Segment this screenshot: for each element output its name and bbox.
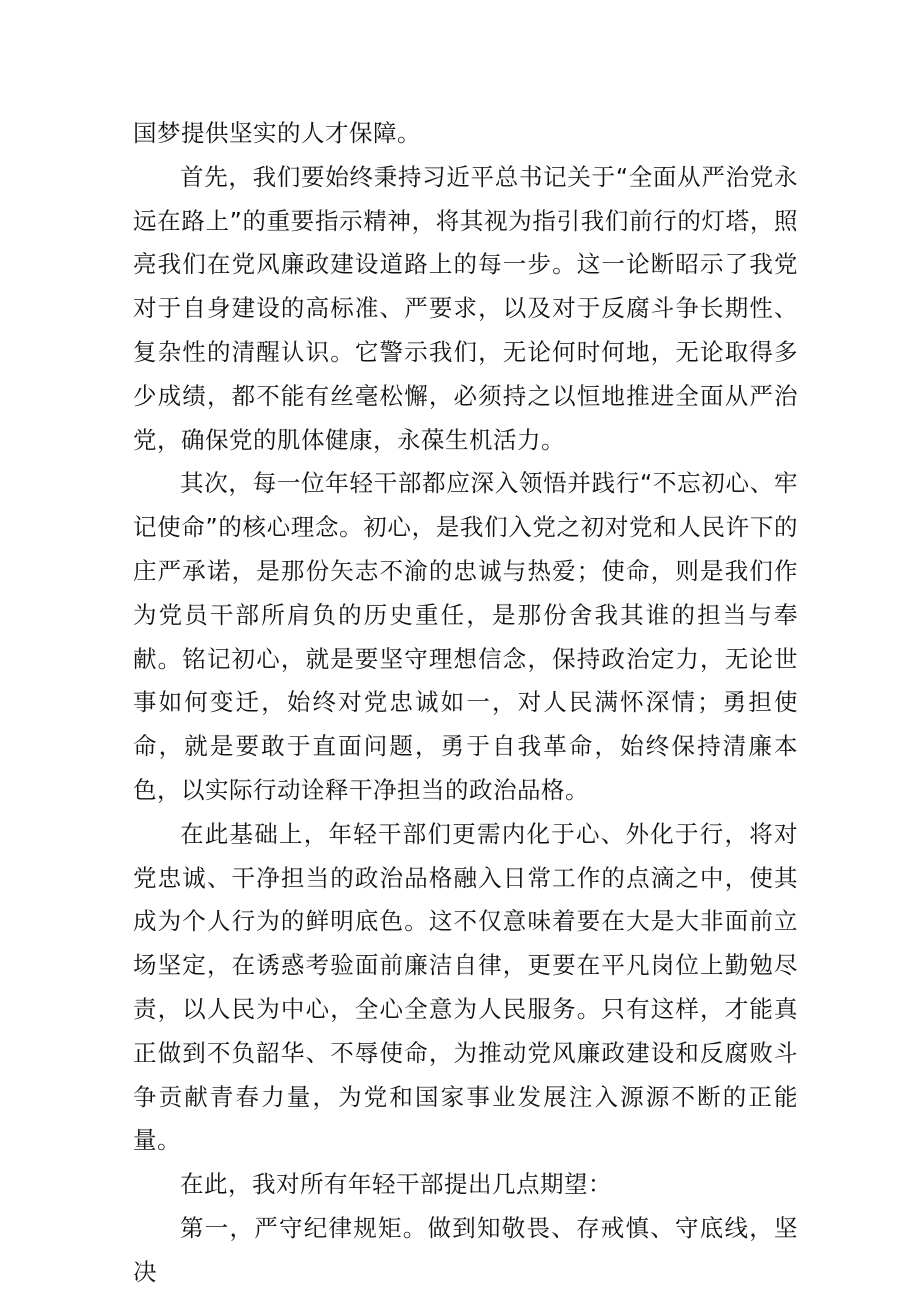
paragraph-first-point: 首先，我们要始终秉持习近平总书记关于“全面从严治党永远在路上”的重要指示精神，将其视为指引我们前行的灯塔，照亮我们在党风廉政建设道路上的每一步。这一论断昭示了我党对于自身建设的高标准、严要求，以及对于反腐斗争长期性、复杂性的清醒认识。它警示我们，无论何时何地，无论取得多少成绩，都不能有丝毫松懈，必须持之以恒地推进全面从严治党，确保党的肌体健康，永葆生机活力。 [133,162,798,454]
paragraph-continuation: 国梦提供坚实的人才保障。 [133,119,421,147]
paragraph-expectations-intro: 在此，我对所有年轻干部提出几点期望： [180,1170,612,1199]
document-page [133,112,798,1295]
paragraph-expectation-one: 第一，严守纪律规矩。做到知敬畏、存戒慎、守底线，坚决 [133,1213,798,1286]
paragraph-foundation: 在此基础上，年轻干部们更需内化于心、外化于行，将对党忠诚、干净担当的政治品格融入日常工作的点滴之中，使其成为个人行为的鲜明底色。这不仅意味着要在大是大非面前立场坚定，在诱惑考验面前廉洁自律，更要在平凡岗位上勤勉尽责，以人民为中心，全心全意为人民服务。只有这样，才能真正做到不负韶华、不辱使命，为推动党风廉政建设和反腐败斗争贡献青春力量，为党和国家事业发展注入源源不断的正能量。 [133,819,798,1155]
paragraph-second-point: 其次，每一位年轻干部都应深入领悟并践行“不忘初心、牢记使命”的核心理念。初心，是我们入党之初对党和人民许下的庄严承诺，是那份矢志不渝的忠诚与热爱；使命，则是我们作为党员干部所肩负的历史重任，是那份舍我其谁的担当与奉献。铭记初心，就是要坚守理想信念，保持政治定力，无论世事如何变迁，始终对党忠诚如一，对人民满怀深情；勇担使命，就是要敢于直面问题，勇于自我革命，始终保持清廉本色，以实际行动诠释干净担当的政治品格。 [133,469,798,804]
